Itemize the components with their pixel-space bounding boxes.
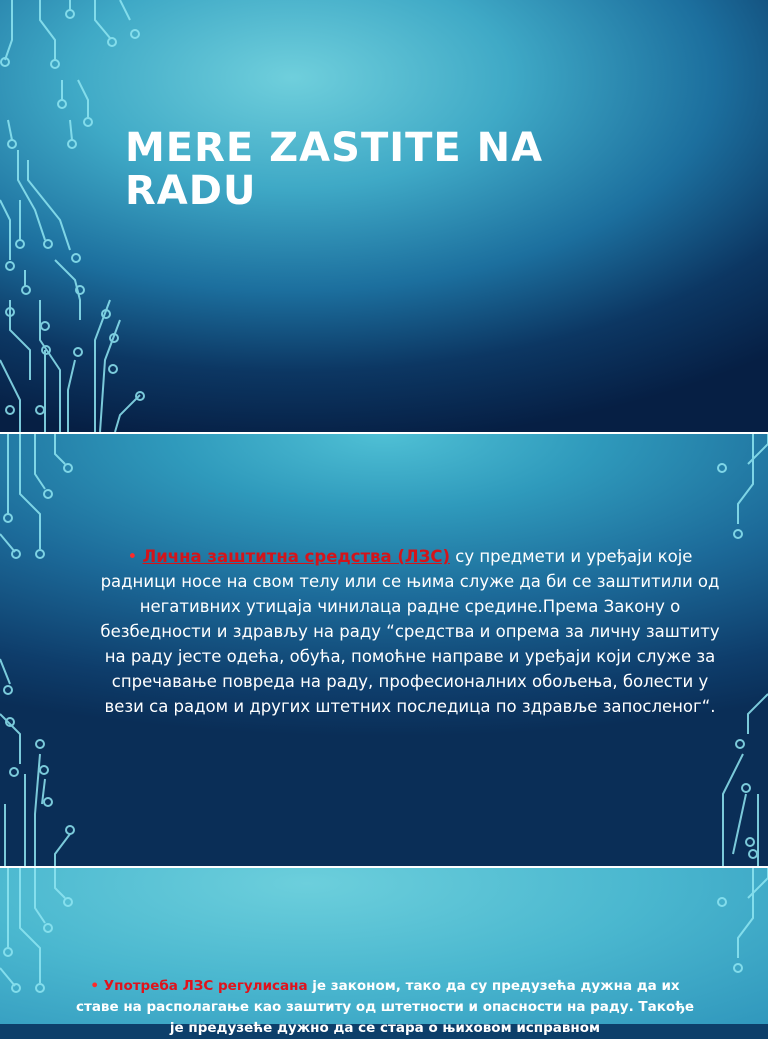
term-lzs: Лична заштитна средства (ЛЗС) xyxy=(142,547,450,566)
content-slide-2 xyxy=(0,868,768,1036)
term-lzs-regulated: Употреба ЛЗС регулисана xyxy=(103,978,308,994)
content-slide-1 xyxy=(0,434,768,866)
title-slide xyxy=(0,0,768,432)
title-line-1: MERE ZASTITE NA xyxy=(125,125,544,171)
bullet-point: • xyxy=(90,978,99,994)
circuit-decoration-right xyxy=(698,868,768,1024)
regulation-text: је законом, тако да су предузећа дужна да их ставе на располагање као заштиту од штетности и опасности на раду. Такође је предузеће дужно да се стара о њиховом исправном xyxy=(76,978,694,1036)
paragraph-lzs-regulation xyxy=(70,976,700,1039)
title-line-2: RADU xyxy=(125,168,257,214)
definition-text: су предмети и уређаји које радници носе на свом телу или се њима служе да би се заштитили од негативних утицаја чинилаца радне средине.Према Закону о безбедности и здрављу на раду “средства и опрема за личну заштиту на раду јесте одећа, обућа, помоћне направе и уређаји који служе за спречавање повреда на раду, професионалних обољења, болести у вези са радом и других штетних последица по здравље запосленог“. xyxy=(100,547,720,716)
paragraph-lzs-definition xyxy=(100,544,720,719)
circuit-decoration-left xyxy=(0,434,90,866)
bullet-point: • xyxy=(127,547,138,566)
slide-title xyxy=(125,127,543,213)
circuit-decoration-left xyxy=(0,0,160,432)
